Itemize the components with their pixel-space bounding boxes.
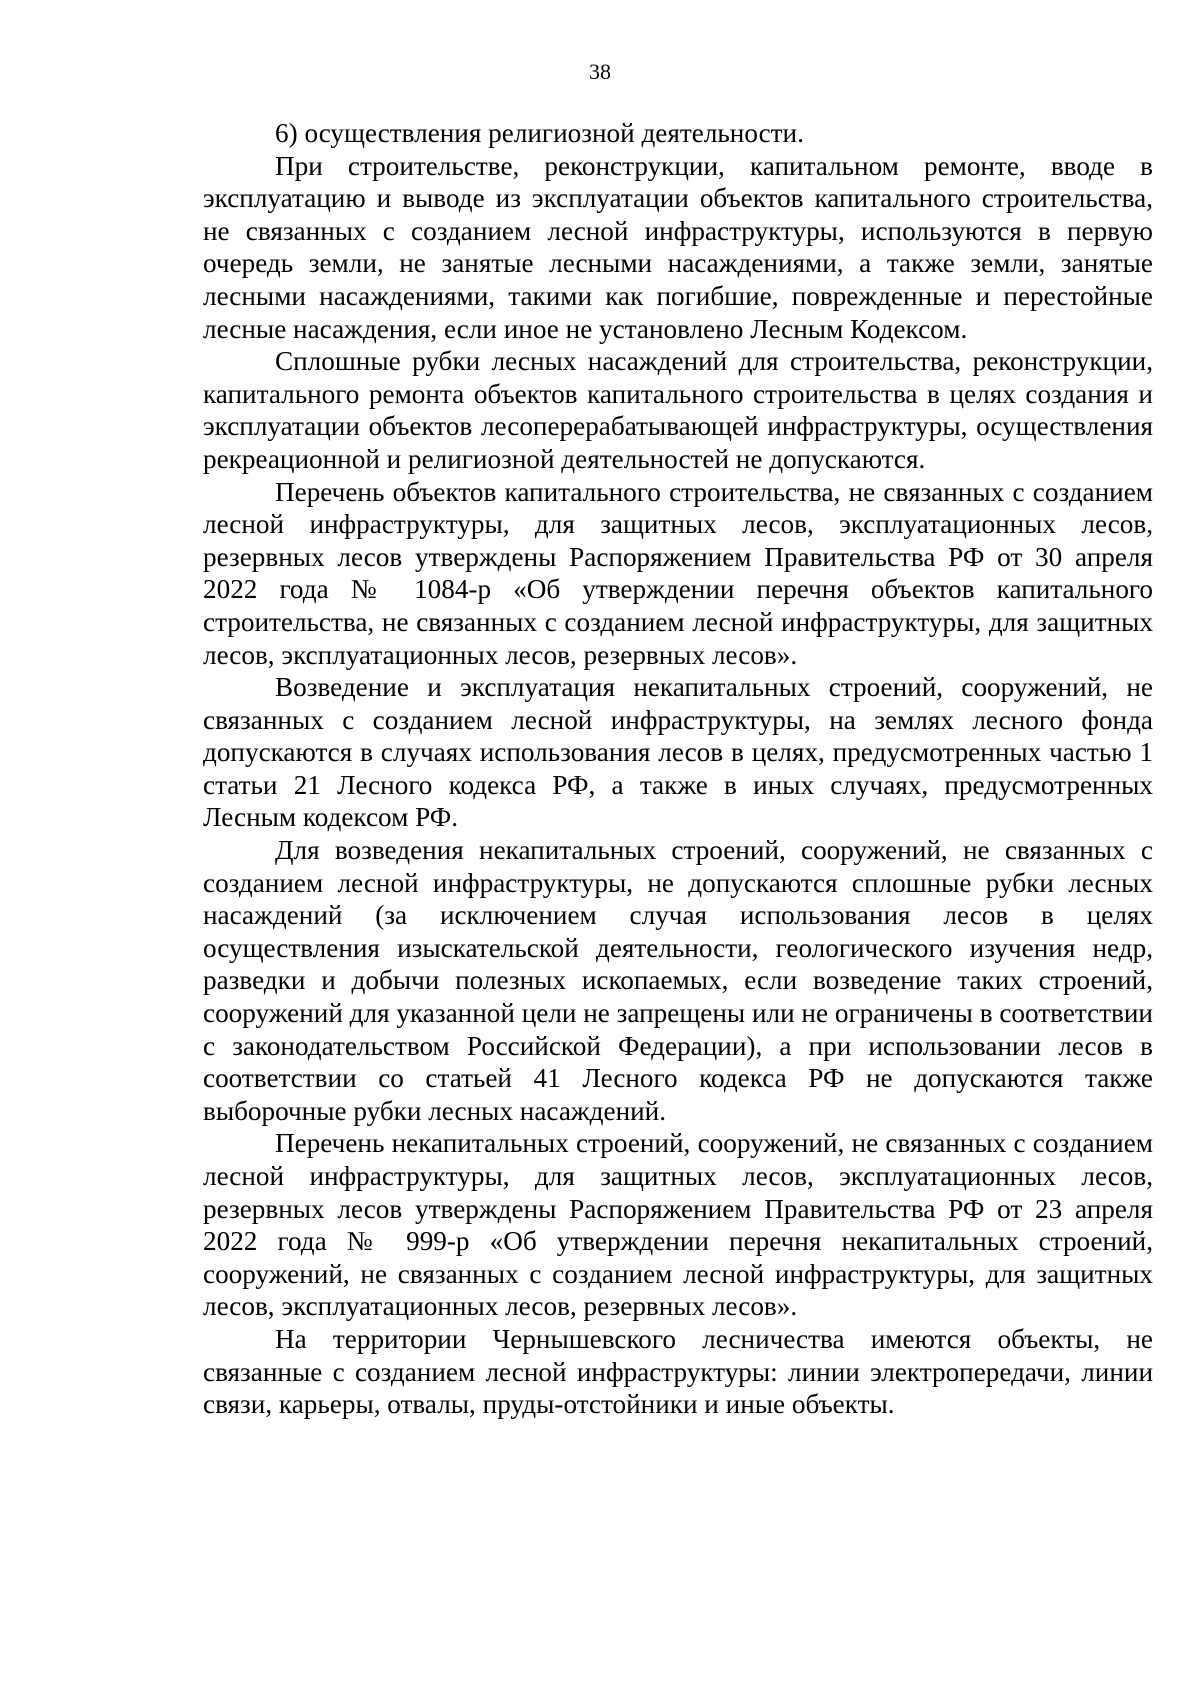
paragraph-non-capital-cutting: Для возведения некапитальных строений, сооружений, не связанных с созданием лесной инфраструктуры, не допускаются сплошные рубки лесных насаждений (за исключением случая использования лесов в целях осуществления изыскательской деятельности, геологического изучения недр, разведки и добычи полезных ископаемых, если возведение таких строений, сооружений для указанной цели не запрещены или не ограничены в соответствии с законодательством Российской Федерации), а при использовании лесов в соответствии со статьей 41 Лесного кодекса РФ не допускаются также выборочные рубки лесных насаждений.: [203, 835, 1153, 1126]
paragraph-non-capital-objects-list: Перечень некапитальных строений, сооружений, не связанных с созданием лесной инфраструктуры, для защитных лесов, эксплуатационных лесов, резервных лесов утверждены Распоряжением Правительства РФ от 23 апреля 2022 года № 999-р «Об утверждении перечня некапитальных строений, сооружений, не связанных с созданием лесной инфраструктуры, для защитных лесов, эксплуатационных лесов, резервных лесов».: [203, 1128, 1153, 1322]
paragraph-chernyshevsky-objects: На территории Чернышевского лесничества имеются объекты, не связанные с созданием лесной инфраструктуры: линии электропередачи, линии связи, карьеры, отвалы, пруды-отстойники и иные объекты.: [203, 1323, 1153, 1420]
page-number: 38: [589, 59, 611, 84]
paragraph-clear-cutting: Сплошные рубки лесных насаждений для строительства, реконструкции, капитального ремонта объектов капитального строительства в целях создания и эксплуатации объектов лесоперерабатывающей инфраструктуры, осуществления рекреационной и религиозной деятельностей не допускаются.: [203, 346, 1153, 474]
paragraph-religious-activity: 6) осуществления религиозной деятельности.: [275, 118, 804, 148]
paragraph-construction-lands: При строительстве, реконструкции, капитальном ремонте, вводе в эксплуатацию и выводе из эксплуатации объектов капитального строительства, не связанных с созданием лесной инфраструктуры, используются в первую очередь земли, не занятые лесными насаждениями, а также земли, занятые лесными насаждениями, такими как погибшие, поврежденные и перестойные лесные насаждения, если иное не установлено Лесным Кодексом.: [203, 150, 1153, 344]
paragraph-capital-objects-list: Перечень объектов капитального строительства, не связанных с созданием лесной инфраструктуры, для защитных лесов, эксплуатационных лесов, резервных лесов утверждены Распоряжением Правительства РФ от 30 апреля 2022 года № 1084-р «Об утверждении перечня объектов капитального строительства, не связанных с созданием лесной инфраструктуры, для защитных лесов, эксплуатационных лесов, резервных лесов».: [203, 476, 1153, 670]
document-body: [203, 117, 1153, 1421]
paragraph-non-capital-construction: Возведение и эксплуатация некапитальных строений, сооружений, не связанных с созданием лесной инфраструктуры, на землях лесного фонда допускаются в случаях использования лесов в целях, предусмотренных частью 1 статьи 21 Лесного кодекса РФ, а также в иных случаях, предусмотренных Лесным кодексом РФ.: [203, 672, 1153, 833]
